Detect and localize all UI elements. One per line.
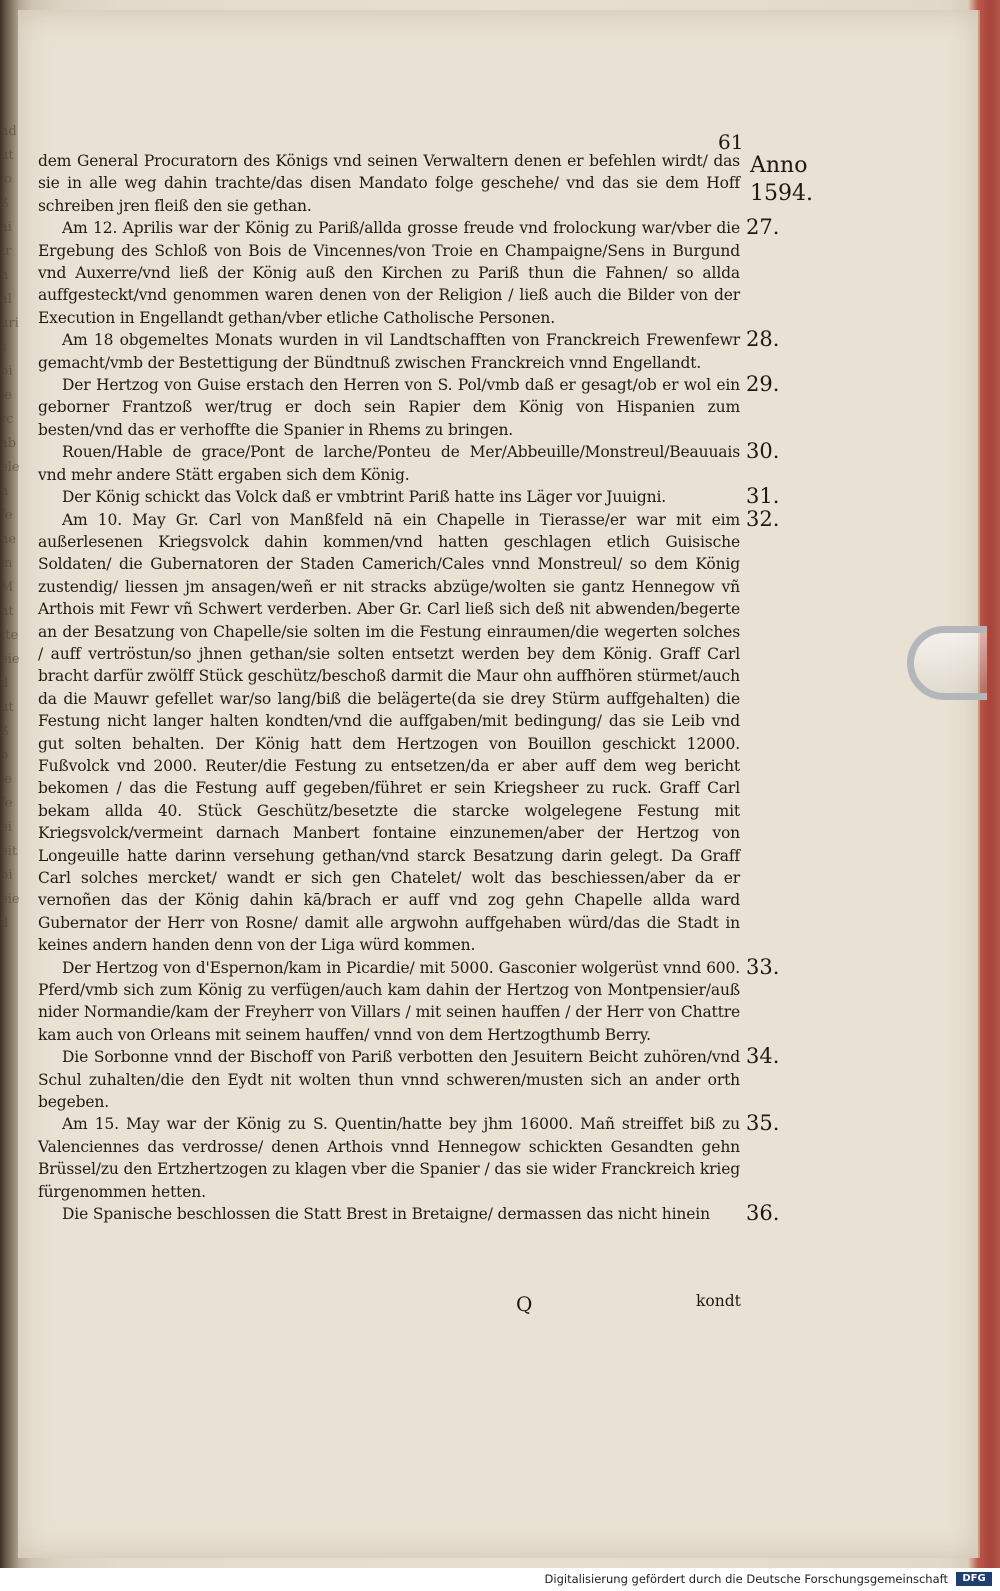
bleed-fragment: ut [0,148,14,163]
paragraph: Am 12. Aprilis war der König zu Pariß/allda grosse freude vnd frolockung war/vber die Ergebung des Schloß von Bois de Vincennes/von Troie en Champaigne/Sens in Burgund vnd Auxerre/vnd ließ der König auß den Kirchen zu Pariß thun die Fahnen/ so allda auffgesteckt/vnd genommen waren denen von der Religion / ließ auch die Bilder von der Execution in Engellandt gethan/vber etliche Catholische Personen. [38,219,740,327]
bleed-fragment: ß [0,724,9,739]
paper-clip [907,626,987,700]
bleed-fragment: bi [0,868,13,883]
signature-mark: Q [516,1292,533,1316]
bleed-fragment: eie [0,892,20,907]
bleed-fragment: uri [0,316,19,331]
main-text [38,150,740,1226]
paragraph: Am 18 obgemeltes Monats wurden in vil Landtschafften von Franckreich Frewenfewr gemacht/vmb der Bestettigung der Bündtnuß zwischen Franckreich vnnd Engellandt. [38,331,740,372]
bleed-fragment: tte [0,628,19,643]
margin-number: 27. [746,215,780,239]
margin-number: 30. [746,439,780,463]
paragraph: dem General Procuratorn des Königs vnd seinen Verwaltern denen er befehlen wirdt/ das sie in alle weg dahin trachte/das disen Mandato folge geschehe/ vnd das sie dem Hoff schreiben jren fleiß den sie gethan. [38,152,740,215]
bleed-fragment: lo [0,172,12,187]
anno-year: 1594. [750,181,813,206]
bleed-fragment: n [0,484,9,499]
paragraph: Die Spanische beschlossen die Statt Brest in Bretaigne/ dermassen das nicht hinein [62,1205,710,1224]
dfg-logo: DFG [956,1572,992,1586]
paragraph: Rouen/Hable de grace/Pont de larche/Ponteu de Mer/Abbeuille/Monstreul/Beauuais vnd mehr andere Stätt ergaben sich dem König. [38,443,740,484]
bleed-fragment: ß [0,196,9,211]
paragraph: Der Hertzog von Guise erstach den Herren von S. Pol/vmb daß er gesagt/ob er wol ein geborner Frantzoß wer/trug er doch sein Rapier dem König von Hispanien zum besten/vnd das er verhoffte die Spanier in Rhems zu bringen. [38,376,740,439]
bleed-fragment: bi [0,364,13,379]
bleed-fragment: ele [0,460,20,475]
bleed-fragment: eie [0,652,20,667]
catchword: kondt [696,1292,741,1310]
bleed-fragment: eit [0,844,18,859]
bleed-fragment: nt [0,604,14,619]
facing-page-bleed [0,120,30,1220]
bleed-fragment: ie [0,772,12,787]
bleed-fragment: ei [0,820,12,835]
paragraph: Der Hertzog von d'Espernon/kam in Picardie/ mit 5000. Gasconier wolgerüst vnnd 600. Pferd/vmb sich zum König zu verfügen/auch kam dahin der Hertzog von Montpensier/auß nider Normandie/kam der Freyherr von Villars / mit seinen hauffen / der Herr von Chattre kam auch von Orleans mit seinem hauffen/ vnnd von dem Hertzogthumb Berry. [38,958,740,1044]
margin-number: 28. [746,327,780,351]
margin-number: 29. [746,372,780,396]
bleed-fragment: ai [0,220,12,235]
bleed-fragment: ab [0,436,17,451]
bleed-fragment: ut [0,700,14,715]
bleed-fragment: nd [0,124,17,139]
bleed-fragment: m [0,556,13,571]
bleed-fragment: n [0,268,9,283]
bleed-fragment: fe [0,796,13,811]
paragraph: Der König schickt das Volck daß er vmbtrint Pariß hatte ins Läger vor Juuigni. [62,488,667,507]
bleed-fragment: fe [0,508,13,523]
margin-number: 36. [746,1201,780,1225]
paragraph: Die Sorbonne vnnd der Bischoff von Pariß verbotten den Jesuitern Beicht zuhören/vnd Schul zuhalten/die den Eydt nit wolten thun vnnd schweren/musten sich an ander orth begeben. [38,1048,740,1112]
margin-number: 35. [746,1111,780,1135]
bleed-fragment: tr [0,244,12,259]
anno-label: Anno [750,153,808,178]
paragraph: Am 10. May Gr. Carl von Manßfeld nā ein Chapelle in Tierasse/er war mit eim außerlesenen Kriegsvolck dahin kommen/vnd hatten geschlagen etlich Guisische Soldaten/ die Gubernatoren der Staden Camerich/Cales vnnd Monstreul/ so dem König zustendig/ liessen jm ansagen/weñ er nit stracks abzüge/wolten sie gantz Hennegow vñ Arthois mit Fewr vñ Schwert verderben. Aber Gr. Carl ließ sich deß nit abwenden/begerte an der Besatzung von Chapelle/sie solten im die Festung einraumen/die wegerten solches / auff vertröstun/so jhnen gethan/sie solten entsetzt werden bey dem König. Graff Carl bracht darfür zwölff Stück geschütz/beschoß darmit die Maur ohn auffhören stürmet/auch da die Mauwr gefellet war/so lang/biß die belägerte(da sie drey Stürm auffgehalten) die Festung nicht langer halten kondten/vnd die auffgaben/mit bedingung/ das sie Leib vnd gut solten behalten. Der König hatt dem Hertzogen von Bouillon geschickt 12000. Fußvolck vnd 2000. Reuter/die Festung zu entsetzen/da er aber auff dem weg bericht bekomen / das die Festung auff gegeben/führet er sein Kriegsheer zu ruck. Graff Carl bekam allda 40. Stück Geschütz/besetzte die starcke wolgelegene Festung mit Kriegsvolck/vermeint darnach Manbert fontaine einzunemen/aber der Hertzog von Longeuille hatte darinn versehung gethan/vnd starck Besatzung darin gelegt. Da Graff Carl solches mercket/ wandt er sich gen Chatelet/ wolt das beschiessen/aber da er vernoñen das der König dahin kā/brach er auff vnd zog gehn Chapelle allda ward Gubernator der Herr von Rosne/ damit alle argwohn auffgehaben würd/das die Stadt in keines andern handen denn von der Liga würd kommen. [38,510,740,955]
bleed-fragment: d [0,676,9,691]
bleed-fragment: d [0,916,9,931]
year-marginal [750,152,813,208]
margin-number: 32. [746,507,780,531]
bleed-fragment: rc [0,412,14,427]
margin-number: 34. [746,1044,780,1068]
folio-number: 61 [718,130,744,154]
paragraph: Am 15. May war der König zu S. Quentin/hatte bey jhm 16000. Mañ streiffet biß zu Valenciennes das verdrosse/ denen Arthois vnnd Hennegow schickten Gesandten gehn Brüssel/zu den Ertzhertzogen zu klagen vber die Spanier / das sie wider Franckreich krieg fürgenommen hetten. [38,1115,740,1201]
margin-number: 31. [746,484,780,508]
bleed-fragment: s [0,340,7,355]
margin-number: 33. [746,955,780,979]
bleed-fragment: ne [0,532,17,547]
bleed-fragment: al [0,292,12,307]
bleed-fragment: ie [0,388,12,403]
bleed-fragment: M [0,580,14,595]
footer-bar [0,1568,1000,1591]
bleed-fragment: b [0,748,9,763]
footer-credit: Digitalisierung gefördert durch die Deutsche Forschungsgemeinschaft [544,1572,948,1586]
